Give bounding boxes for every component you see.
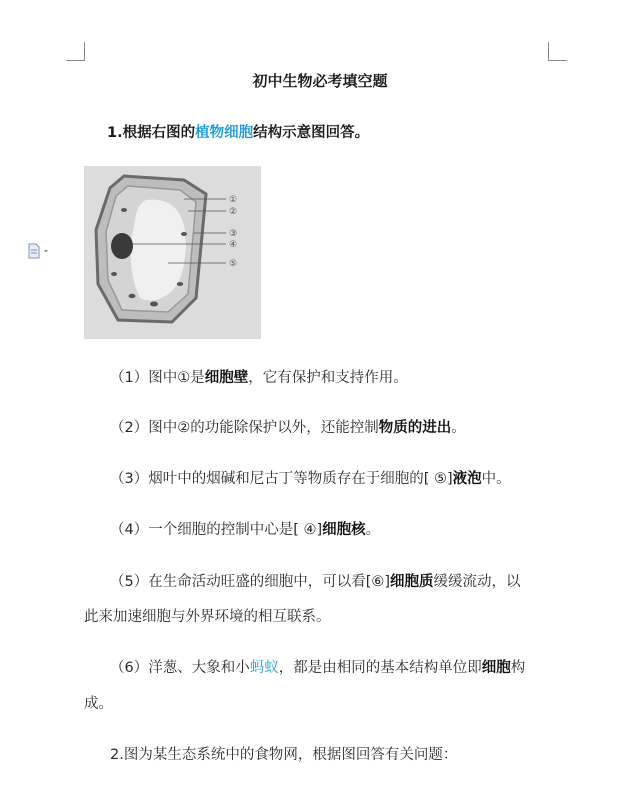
question-1-prefix: 1.根据右图的 <box>107 125 196 141</box>
answer-6-middle: ，都是由相同的基本结构单位即 <box>278 660 482 676</box>
figure-label-1: ① <box>229 195 238 205</box>
answer-5-key-term: 细胞质 <box>390 574 434 590</box>
crop-mark-top-right <box>548 42 567 61</box>
answer-3-key-term: 液泡 <box>452 471 482 487</box>
answer-4-key-term: 细胞核 <box>322 522 366 538</box>
figure-label-2: ② <box>229 207 238 217</box>
answer-5-tail: 缓缓流动，以 <box>433 574 521 590</box>
question-2: 2.图为某生态系统中的食物网，根据图回答有关问题： <box>110 747 458 763</box>
answer-5-text: （5）在生命活动旺盛的细胞中，可以看[⑥] <box>110 574 391 590</box>
answer-4 <box>110 518 380 539</box>
question-1-suffix: 结构示意图回答。 <box>253 125 370 141</box>
answer-5 <box>110 570 521 591</box>
answer-3 <box>110 467 511 488</box>
plant-cell-link[interactable]: 植物细胞 <box>195 125 254 141</box>
document-icon[interactable] <box>27 243 53 259</box>
plant-cell-diagram <box>84 166 261 339</box>
answer-2-key-term: 物质的进出 <box>378 420 452 436</box>
crop-mark-top-left <box>66 42 85 61</box>
answer-6-text: （6）洋葱、大象和小 <box>110 660 250 676</box>
answer-6 <box>110 656 525 677</box>
answer-3-tail: 中。 <box>481 471 511 487</box>
figure-label-3: ③ <box>229 229 238 239</box>
answer-3-text: （3）烟叶中的烟碱和尼古丁等物质存在于细胞的[ ⑤] <box>110 471 453 487</box>
answer-6-continued: 成。 <box>84 696 113 712</box>
answer-1-tail: ，它有保护和支持作用。 <box>248 370 408 386</box>
answer-1 <box>110 366 408 387</box>
page-title: 初中生物必考填空题 <box>252 72 388 90</box>
answer-2-text: （2）图中②的功能除保护以外，还能控制 <box>110 420 379 436</box>
answer-4-tail: 。 <box>365 522 381 538</box>
figure-label-4: ④ <box>229 240 238 250</box>
answer-5-continued: 此来加速细胞与外界环境的相互联系。 <box>84 609 331 625</box>
answer-6-tail: 构 <box>510 660 526 676</box>
ant-link[interactable]: 蚂蚁 <box>249 660 279 676</box>
answer-2-tail: 。 <box>451 420 466 436</box>
answer-6-key-term: 细胞 <box>481 660 511 676</box>
answer-1-text: （1）图中①是 <box>110 370 205 386</box>
answer-4-text: （4）一个细胞的控制中心是[ ④] <box>110 522 323 538</box>
answer-2 <box>110 416 466 437</box>
figure-label-5: ⑤ <box>229 259 238 269</box>
answer-1-key-term: 细胞壁 <box>204 370 249 386</box>
question-1 <box>107 121 369 142</box>
